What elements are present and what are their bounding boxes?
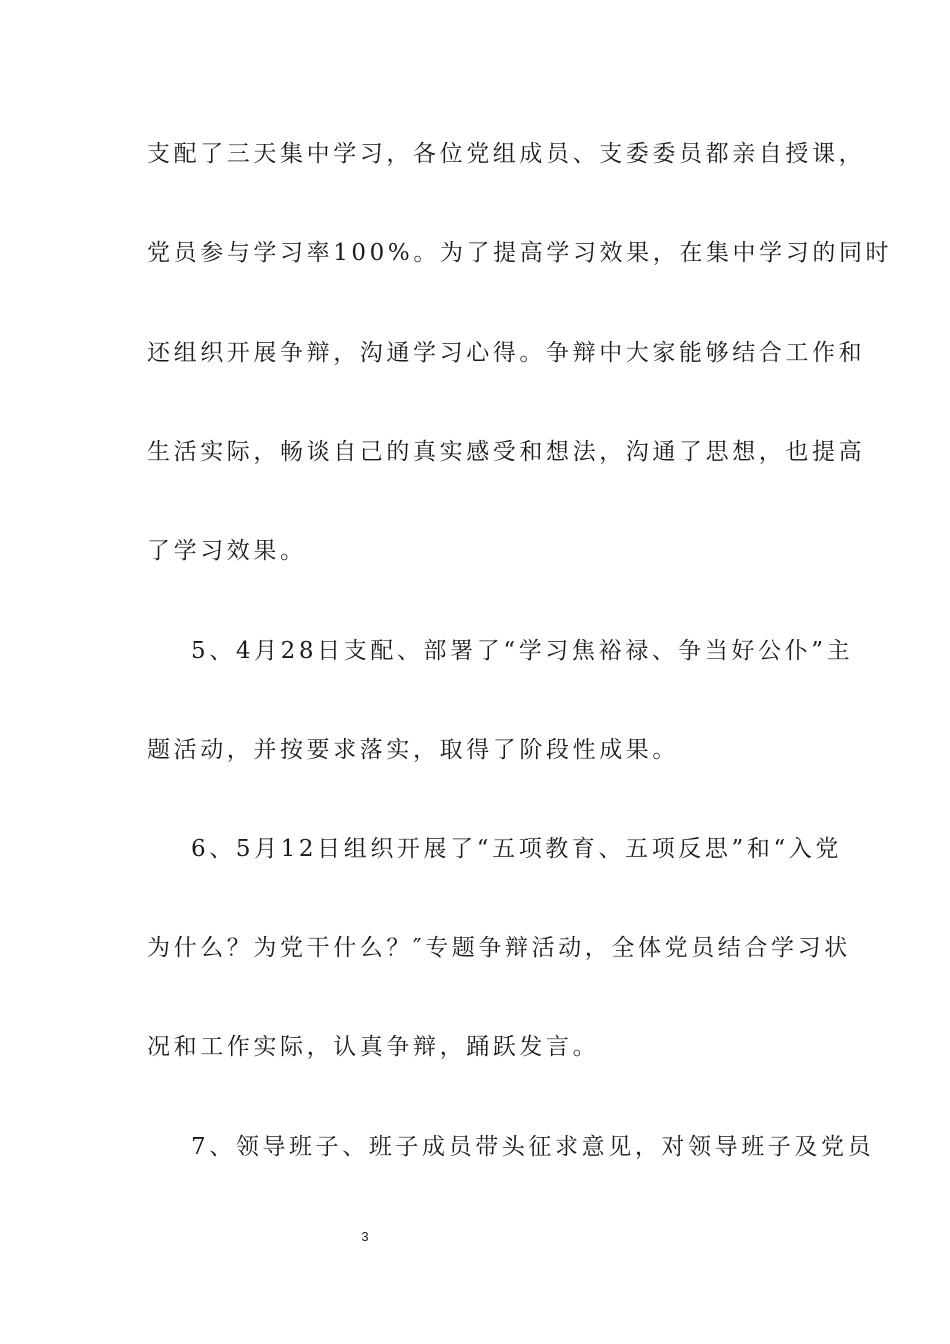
page-number: 3 [361, 1229, 369, 1244]
text-line: 为什么？为党干什么？″专题争辩活动，全体党员结合学习状 [147, 935, 851, 961]
text-line: 题活动，并按要求落实，取得了阶段性成果。 [147, 737, 679, 763]
paragraph-5-start: 5、4月28日支配、部署了“学习焦裕禄、争当好公仆”主 [191, 638, 854, 664]
text-line: 支配了三天集中学习，各位党组成员、支委委员都亲自授课， [147, 141, 866, 167]
paragraph-7-start: 7、领导班子、班子成员带头征求意见，对领导班子及党员 [191, 1134, 875, 1160]
text-line: 况和工作实际，认真争辩，踊跃发言。 [147, 1034, 600, 1060]
paragraph-6-start: 6、5月12日组织开展了“五项教育、五项反思”和“入党 [191, 836, 843, 862]
text-line: 生活实际，畅谈自己的真实感受和想法，沟通了思想，也提高 [147, 439, 866, 465]
text-line: 还组织开展争辩，沟通学习心得。争辩中大家能够结合工作和 [147, 340, 866, 366]
text-line: 了学习效果。 [147, 538, 307, 564]
text-line: 党员参与学习率100%。为了提高学习效果，在集中学习的同时 [147, 240, 893, 266]
